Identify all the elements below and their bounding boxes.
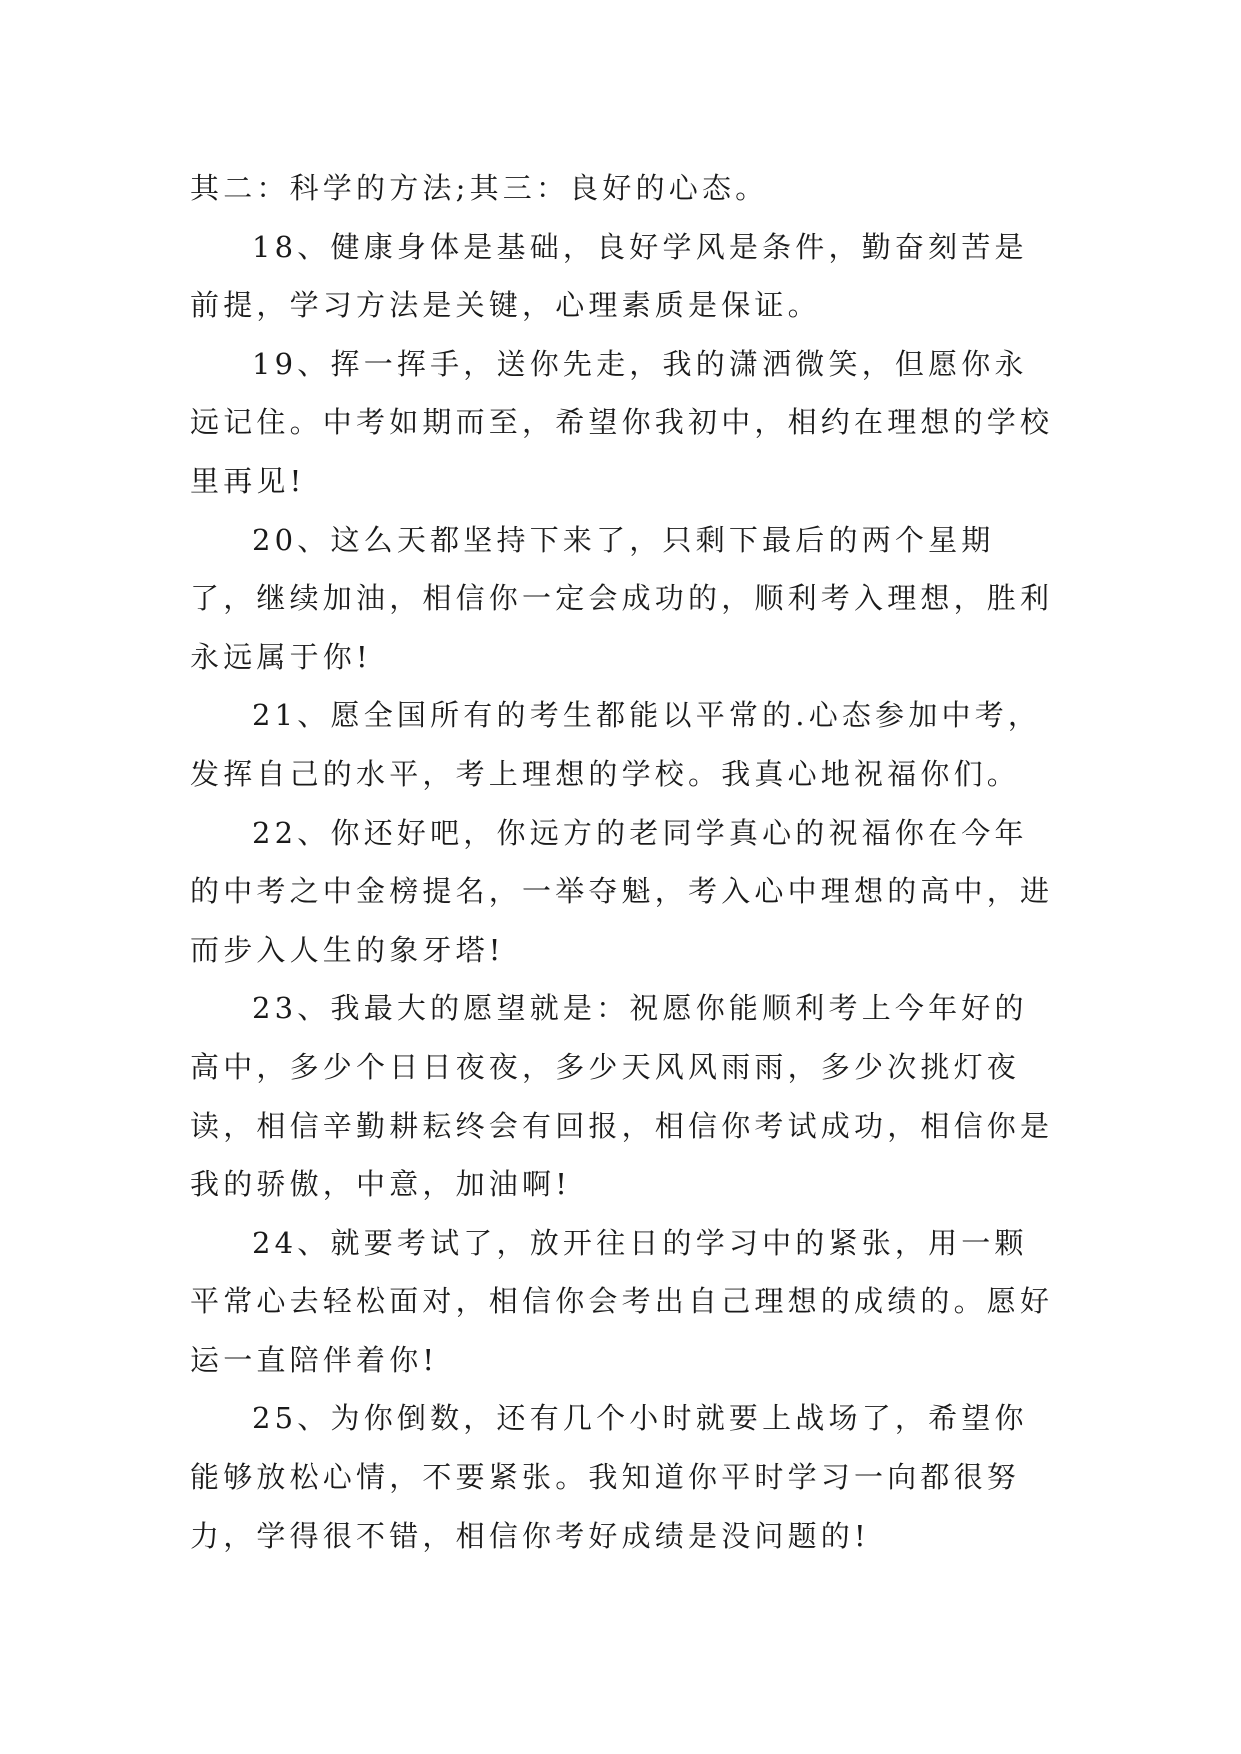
paragraph: 25、为你倒数，还有几个小时就要上战场了，希望你能够放松心情，不要紧张。我知道你平时学习一向都很努力，学得很不错，相信你考好成绩是没问题的! — [190, 1401, 1028, 1553]
paragraph: 18、健康身体是基础，良好学风是条件，勤奋刻苦是前提，学习方法是关键，心理素质是保证。 — [190, 229, 1028, 323]
paragraph: 24、就要考试了，放开往日的学习中的紧张，用一颗平常心去轻松面对，相信你会考出自己理想的成绩的。愿好运一直陪伴着你! — [190, 1225, 1054, 1377]
paragraph: 21、愿全国所有的考生都能以平常的.心态参加中考，发挥自己的水平，考上理想的学校。我真心地祝福你们。 — [190, 698, 1042, 791]
paragraph: 23、我最大的愿望就是：祝愿你能顺利考上今年好的高中，多少个日日夜夜，多少天风风雨雨，多少次挑灯夜读，相信辛勤耕耘终会有回报，相信你考试成功，相信你是我的骄傲，中意，加油啊! — [190, 991, 1054, 1202]
paragraph: 20、这么天都坚持下来了，只剩下最后的两个星期了，继续加油，相信你一定会成功的，顺利考入理想，胜利永远属于你! — [190, 522, 1054, 674]
document-body — [190, 159, 1056, 1565]
paragraph: 22、你还好吧，你远方的老同学真心的祝福你在今年的中考之中金榜提名，一举夺魁，考入心中理想的高中，进而步入人生的象牙塔! — [190, 815, 1054, 967]
paragraph: 其二：科学的方法;其三：良好的心态。 — [190, 171, 769, 205]
paragraph: 19、挥一挥手，送你先走，我的潇洒微笑，但愿你永远记住。中考如期而至，希望你我初中，相约在理想的学校里再见! — [190, 346, 1054, 498]
